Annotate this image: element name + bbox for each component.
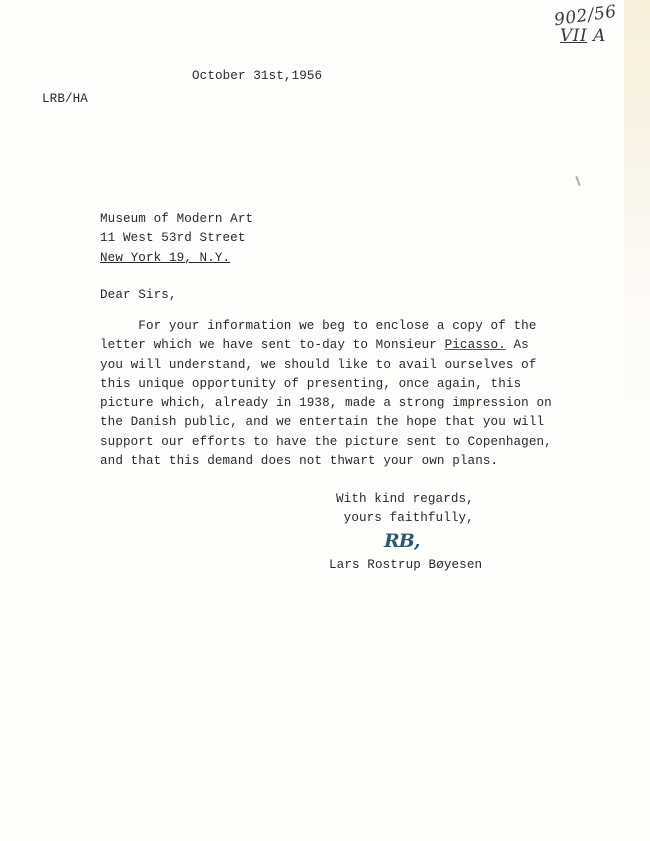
body-line-7: support our efforts to have the picture sent to Copenhagen,	[100, 434, 552, 449]
body-line-2-underlined: Picasso.	[444, 338, 506, 353]
closing-line-1: With kind regards,	[336, 492, 474, 506]
recipient-line-2: 11 West 53rd Street	[100, 231, 246, 246]
paper-stain	[624, 0, 650, 420]
closing	[336, 490, 474, 529]
letter-date: October 31st,1956	[192, 69, 323, 83]
letter-body	[100, 317, 552, 471]
reference-initials: LRB/HA	[42, 92, 88, 106]
paper-speck	[575, 176, 580, 186]
handwritten-signature: RB,	[384, 530, 420, 552]
archive-reference	[552, 1, 650, 46]
archive-roman: VII	[560, 26, 588, 46]
body-line-1: For your information we beg to enclose a copy of the	[100, 319, 537, 333]
body-line-6: the Danish public, and we entertain the hope that you will	[100, 415, 545, 430]
body-line-8: and that this demand does not thwart your own plans.	[100, 454, 499, 469]
archive-number: 902/56	[552, 1, 618, 31]
archive-mark: A	[593, 26, 606, 46]
recipient-address	[100, 210, 253, 268]
body-line-2-post: As	[505, 338, 529, 353]
signer-name: Lars Rostrup Bøyesen	[329, 558, 483, 572]
recipient-line-3: New York 19, N.Y.	[100, 250, 231, 265]
closing-line-2: yours faithfully,	[336, 511, 474, 526]
body-line-3: you will understand, we should like to avail ourselves of	[100, 357, 537, 372]
body-line-2-pre: letter which we have sent to-day to Monsieur	[100, 338, 445, 353]
recipient-line-1: Museum of Modern Art	[100, 212, 254, 226]
body-line-4: this unique opportunity of presenting, once again, this	[100, 376, 522, 391]
body-line-5: picture which, already in 1938, made a strong impression on	[100, 396, 552, 411]
salutation: Dear Sirs,	[100, 288, 177, 302]
